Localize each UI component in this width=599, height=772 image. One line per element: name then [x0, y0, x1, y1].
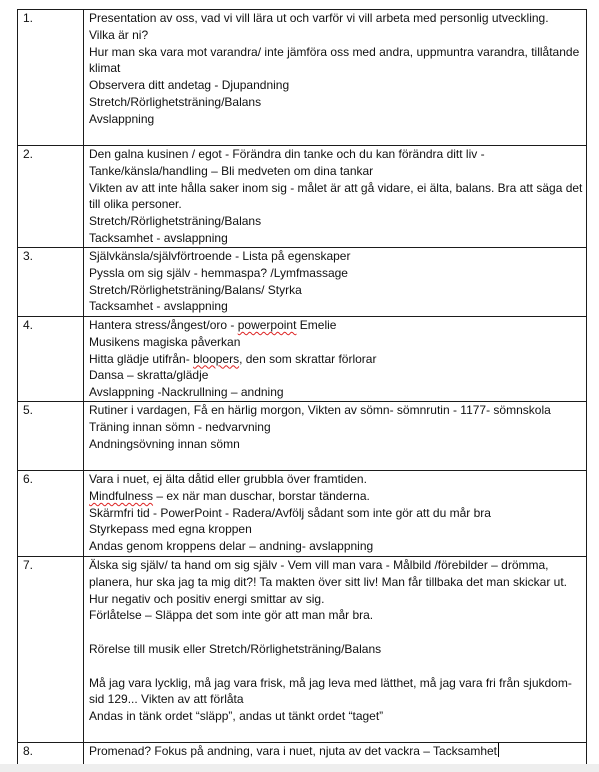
text-line: Musikens magiska påverkan: [89, 334, 241, 349]
text-line: Stretch/Rörlighetsträning/Balans: [89, 94, 262, 109]
text-line: Promenad? Fokus på andning, vara i nuet, njuta av det vackra – Tacksamhet: [89, 744, 498, 758]
text-line: Avslappning -Nackrullning – andning: [89, 385, 284, 400]
text-line: Tacksamhet - avslappning: [89, 230, 228, 245]
text-line: Andas genom kroppens delar – andning- avslappning: [89, 539, 374, 554]
table-row: [18, 402, 587, 471]
row-number: 1.: [18, 10, 84, 146]
table-row: [18, 743, 587, 765]
text-line: Styrkepass med egna kroppen: [89, 522, 252, 537]
text-line: Avslappning: [89, 111, 155, 126]
row-content[interactable]: [84, 10, 587, 146]
text-line: Må jag vara lycklig, må jag vara frisk, må jag leva med lätthet, må jag vara fri från sjukdom- sid 129... Vikten av att förlåta: [89, 675, 572, 707]
text-line: Vilka är ni?: [89, 27, 149, 42]
empty-line: [89, 624, 586, 641]
table-row: [18, 557, 587, 743]
text-line: Stretch/Rörlighetsträning/Balans/ Styrka: [89, 282, 302, 297]
row-number: 6.: [18, 471, 84, 557]
row-content[interactable]: [84, 402, 587, 471]
text-line: Den galna kusinen / egot - Förändra din tanke och du kan förändra ditt liv - Tanke/känsla/handling – Bli medveten om dina tankar: [89, 147, 485, 178]
text-line: Rörelse till musik eller Stretch/Rörlighetsträning/Balans: [89, 641, 382, 656]
row-number: 8.: [18, 743, 84, 765]
text-line: Observera ditt andetag - Djupandning: [89, 78, 290, 93]
text-line: Pyssla om sig själv - hemmaspa? /Lymfmassage: [89, 265, 348, 280]
row-number: 3.: [18, 248, 84, 317]
text-line: Andningsövning innan sömn: [89, 436, 240, 451]
row-number: 5.: [18, 402, 84, 471]
text-line: Andas in tänk ordet “släpp”, andas ut tänkt ordet “taget”: [89, 709, 384, 724]
text-line: Dansa – skratta/glädje: [89, 368, 209, 383]
table-row: [18, 146, 587, 248]
session-plan-table: [17, 9, 587, 765]
row-content[interactable]: [84, 557, 587, 743]
table-row: [18, 248, 587, 317]
row-content[interactable]: [84, 471, 587, 557]
row-number: 7.: [18, 557, 84, 743]
text-line: Vara i nuet, ej älta dåtid eller grubbla över framtiden.: [89, 472, 367, 486]
row-content[interactable]: [84, 248, 587, 317]
text-line: Vikten av att inte hålla saker inom sig - målet är att gå vidare, ei älta, balans. Bra att säga det till olika personer.: [89, 180, 583, 212]
row-number: 2.: [18, 146, 84, 248]
text-line: Skärmfri tid - PowerPoint - Radera/Avfölj sådant som inte gör att du mår bra: [89, 505, 491, 520]
table-row: [18, 10, 587, 146]
text-line: Mindfulness – ex när man duschar, borstar tänderna.: [89, 488, 370, 503]
text-line: Presentation av oss, vad vi vill lära ut och varför vi vill arbeta med personlig utveckling.: [89, 11, 549, 25]
text-line: Stretch/Rörlighetsträning/Balans: [89, 214, 262, 229]
page-bottom-edge: [0, 764, 599, 772]
spellcheck-underlined-word: powerpoint: [237, 318, 297, 332]
row-number: 4.: [18, 317, 84, 402]
text-cursor: [498, 743, 499, 757]
row-content[interactable]: [84, 146, 587, 248]
text-line: Hur man ska vara mot varandra/ inte jämföra oss med andra, uppmuntra varandra, tillåtande klimat: [89, 44, 580, 76]
text-line: Älska sig själv/ ta hand om sig själv - Vem vill man vara - Målbild /förebilder – drömma, planera, hur ska jag ta mig dit?! Ta makten över sitt liv! Man får tillbaka det man skickar ut. Hur negativ och positiv energi smittar av sig.: [89, 558, 567, 606]
text-line: Rutiner i vardagen, Få en härlig morgon, Vikten av sömn- sömnrutin - 1177- sömnskola: [89, 403, 551, 417]
empty-line: [89, 658, 586, 675]
text-line: Förlåtelse – Släppa det som inte gör att man mår bra.: [89, 608, 374, 623]
text-line: Självkänsla/självförtroende - Lista på egenskaper: [89, 249, 351, 263]
spellcheck-underlined-word: bloopers: [193, 351, 240, 366]
spellcheck-underlined-word: Mindfulness: [89, 488, 154, 503]
row-content[interactable]: [84, 317, 587, 402]
table-row: [18, 471, 587, 557]
text-line: Hantera stress/ångest/oro - powerpoint Emelie: [89, 318, 337, 332]
text-line: Träning innan sömn - nedvarvning: [89, 419, 271, 434]
row-content[interactable]: [84, 743, 587, 765]
text-line: Hitta glädje utifrån- bloopers, den som skrattar förlorar: [89, 351, 377, 366]
table-row: [18, 317, 587, 402]
text-line: Tacksamhet - avslappning: [89, 299, 228, 314]
